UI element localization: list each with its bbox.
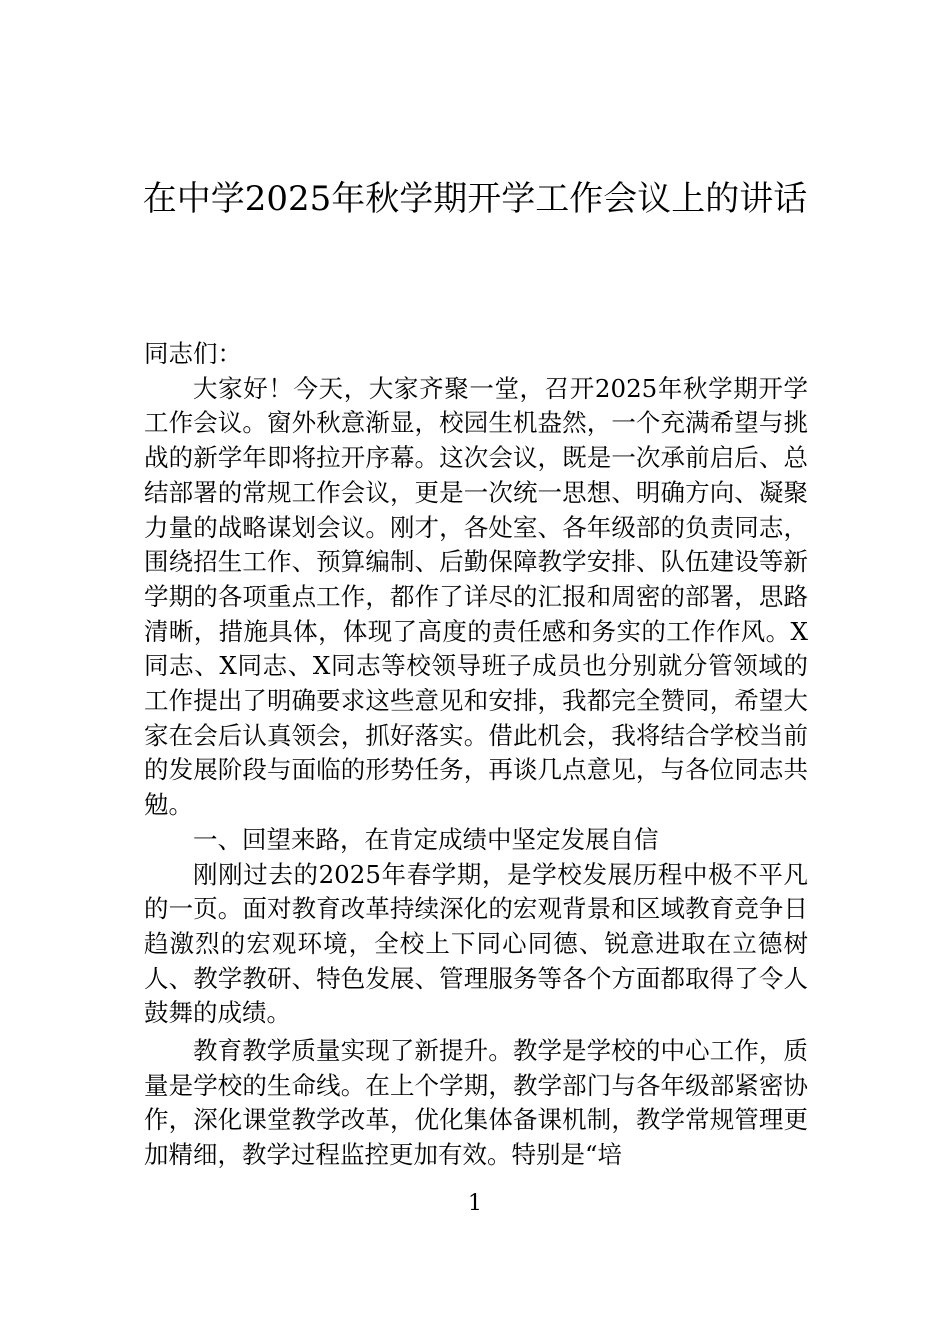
paragraph-teaching-quality: 教育教学质量实现了新提升。教学是学校的中心工作，质量是学校的生命线。在上个学期，教学部门与各年级部紧密协作，深化课堂教学改革，优化集体备课机制，教学常规管理更加精细，教学过程监控更加有效。特别是“培	[144, 1036, 808, 1170]
paragraph-spring-review: 刚刚过去的2025年春学期，是学校发展历程中极不平凡的一页。面对教育改革持续深化的宏观背景和区域教育竞争日趋激烈的宏观环境，全校上下同心同德、锐意进取在立德树人、教学教研、特色发展、管理服务等各个方面都取得了令人鼓舞的成绩。	[144, 859, 808, 1028]
paragraph-opening: 大家好！今天，大家齐聚一堂，召开2025年秋学期开学工作会议。窗外秋意渐显，校园生机盎然，一个充满希望与挑战的新学年即将拉开序幕。这次会议，既是一次承前启后、总结部署的常规工作会议，更是一次统一思想、明确方向、凝聚力量的战略谋划会议。刚才，各处室、各年级部的负责同志，围绕招生工作、预算编制、后勤保障教学安排、队伍建设等新学期的各项重点工作，都作了详尽的汇报和周密的部署，思路清晰，措施具体，体现了高度的责任感和务实的工作作风。X同志、X同志、X同志等校领导班子成员也分别就分管领域的工作提出了明确要求这些意见和安排，我都完全赞同，希望大家在会后认真领会，抓好落实。借此机会，我将结合学校当前的发展阶段与面临的形势任务，再谈几点意见，与各位同志共勉。	[144, 373, 808, 820]
document-body	[144, 337, 808, 1173]
page-number: 1	[468, 1191, 482, 1216]
section-heading: 一、回望来路，在肯定成绩中坚定发展自信	[193, 824, 659, 854]
document-title: 在中学2025年秋学期开学工作会议上的讲话	[142, 179, 808, 219]
salutation: 同志们：	[144, 339, 242, 368]
